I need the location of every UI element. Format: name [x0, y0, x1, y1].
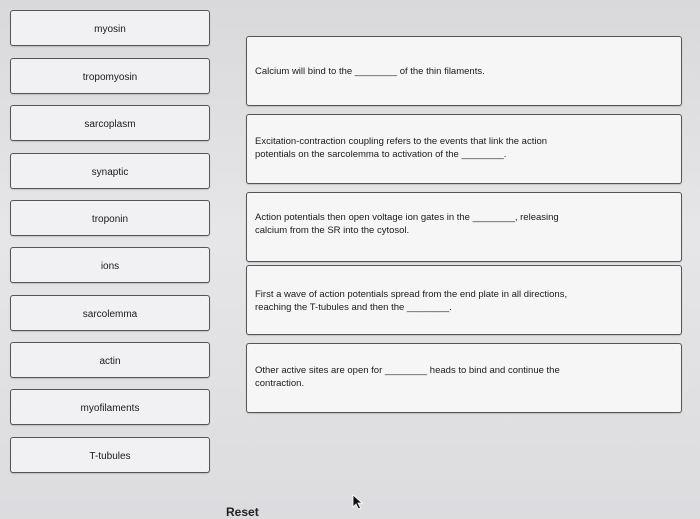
prompt-text: Calcium will bind to the ________ of the thin filaments.: [255, 66, 485, 77]
prompt-box-3[interactable]: [246, 192, 682, 262]
word-tile-troponin[interactable]: [10, 200, 210, 236]
word-tile-tropomyosin[interactable]: [10, 58, 210, 94]
word-tile-myofilaments[interactable]: [10, 389, 210, 425]
word-tile-label: T-tubules: [89, 451, 131, 462]
mouse-pointer-icon: [352, 494, 364, 510]
word-tile-label: tropomyosin: [82, 72, 138, 83]
reset-button[interactable]: Reset: [226, 505, 259, 519]
prompt-box-1[interactable]: [246, 36, 682, 106]
word-tile-myosin[interactable]: [10, 10, 210, 46]
word-tile-actin[interactable]: [10, 342, 210, 378]
word-tile-ions[interactable]: [10, 247, 210, 283]
prompt-text: First a wave of action potentials spread from the end plate in all directions, reaching the T-tubules and then the ________.: [255, 289, 568, 313]
prompt-text: Action potentials then open voltage ion gates in the ________, releasing calcium from the SR into the cytosol.: [255, 212, 559, 236]
word-tile-t-tubules[interactable]: [10, 437, 210, 473]
word-tile-label: myofilaments: [80, 403, 140, 414]
word-tile-sarcoplasm[interactable]: [10, 105, 210, 141]
word-tile-label: troponin: [91, 214, 129, 225]
word-tile-synaptic[interactable]: [10, 153, 210, 189]
word-tile-label: myosin: [94, 24, 126, 35]
prompt-box-4[interactable]: [246, 265, 682, 335]
word-tile-label: synaptic: [91, 167, 129, 178]
word-tile-label: sarcoplasm: [84, 119, 136, 130]
prompt-text: Other active sites are open for ________ heads to bind and continue the contraction.: [255, 365, 560, 389]
word-tile-sarcolemma[interactable]: [10, 295, 210, 331]
prompt-text: Excitation-contraction coupling refers to the events that link the action potentials on the sarcolemma to activation of the ________.: [255, 136, 548, 160]
prompt-box-2[interactable]: [246, 114, 682, 184]
word-tile-label: ions: [100, 261, 120, 272]
word-tile-label: sarcolemma: [82, 309, 138, 320]
word-tile-label: actin: [99, 356, 121, 367]
prompt-box-5[interactable]: [246, 343, 682, 413]
